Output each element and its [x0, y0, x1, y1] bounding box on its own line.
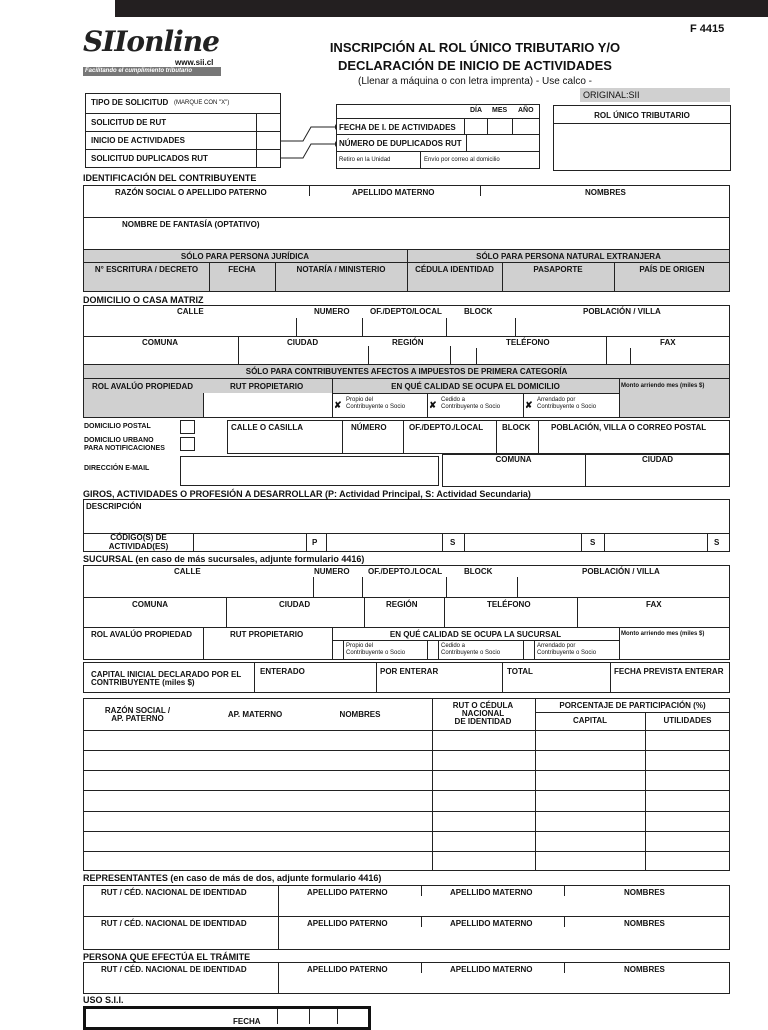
postal-calle-label: CALLE O CASILLA [231, 423, 303, 432]
socios-rut-l1: RUT O CÉDULA [452, 701, 514, 710]
dom-ofdepto-label: OF./DEPTO/LOCAL [370, 307, 442, 316]
socios-nombres-label: NOMBRES [339, 710, 381, 719]
suc-poblacion-label: POBLACIÓN / VILLA [582, 567, 660, 576]
solicitud-item-inicio: INICIO DE ACTIVIDADES [91, 136, 185, 145]
checkbox-rut[interactable] [257, 114, 280, 131]
dom-comuna-label: COMUNA [142, 338, 178, 347]
suc-region-label: REGIÓN [386, 600, 418, 609]
rep1-ap-materno-label: APELLIDO MATERNO [450, 888, 533, 897]
sii-logo [83, 25, 223, 77]
utilidades-col-label: UTILIDADES [663, 716, 712, 725]
table-row [83, 831, 730, 832]
dom-propio-l1: Propio del [346, 397, 374, 403]
rep2-ap-materno-label: APELLIDO MATERNO [450, 919, 533, 928]
s-label-1: S [450, 538, 456, 547]
giros-title: GIROS, ACTIVIDADES O PROFESIÓN A DESARROLLAR (P: Actividad Principal, S: Actividad Secundaria) [83, 489, 531, 499]
rep2-ap-paterno-label: APELLIDO PATERNO [307, 919, 388, 928]
suc-ciudad-label: CIUDAD [279, 600, 311, 609]
total-label: TOTAL [507, 667, 533, 676]
suc-fax-label: FAX [646, 600, 662, 609]
notaria-label: NOTARÍA / MINISTERIO [296, 265, 386, 274]
representantes-title: REPRESENTANTES (en caso de más de dos, adjunte formulario 4416) [83, 873, 382, 883]
socios-razon-l1: RAZÓN SOCIAL / [104, 706, 171, 715]
top-bar [115, 0, 768, 17]
rep1-nombres-label: NOMBRES [624, 888, 665, 897]
cedula-label: CÉDULA IDENTIDAD [415, 265, 494, 274]
email-label: DIRECCIÓN E-MAIL [84, 465, 150, 472]
postal-ofdepto-label: OF./DEPTO./LOCAL [409, 423, 484, 432]
dom-calle-label: CALLE [177, 307, 204, 316]
dom-poblacion-label: POBLACIÓN / VILLA [583, 307, 661, 316]
check-icon[interactable]: ✘ [429, 400, 437, 410]
suc-numero-label: NUMERO [314, 567, 350, 576]
tramite-ap-materno-label: APELLIDO MATERNO [450, 965, 533, 974]
suc-telefono-label: TELÉFONO [487, 600, 531, 609]
envio-label: Envío por correo al domicilio [424, 157, 500, 163]
title-line1: INSCRIPCIÓN AL ROL ÚNICO TRIBUTARIO Y/O [329, 40, 621, 55]
table-row [83, 811, 730, 812]
socios-ap-materno-label: AP. MATERNO [227, 710, 283, 719]
postal-label: DOMICILIO POSTAL [84, 423, 151, 430]
suc-arrendado-l2: Contribuyente o Socio [537, 650, 597, 656]
sucursal-box[interactable] [83, 565, 730, 660]
pasaporte-label: PASAPORTE [533, 265, 583, 274]
dom-ciudad-label: CIUDAD [287, 338, 319, 347]
postal-poblacion-label: POBLACIÓN, VILLA O CORREO POSTAL [551, 423, 707, 432]
dom-cedido-l2: Contribuyente o Socio [441, 404, 501, 410]
email-input[interactable] [180, 456, 439, 486]
solicitud-header: TIPO DE SOLICITUD [91, 98, 169, 107]
dom-monto-label: Monto arriendo mes (miles $) [621, 383, 705, 389]
escritura-label: N° ESCRITURA / DECRETO [94, 265, 199, 274]
check-icon[interactable]: ✘ [334, 400, 342, 410]
original-label: ORIGINAL:SII [583, 90, 640, 100]
uso-sii-box [83, 1006, 371, 1030]
suc-rol-avaluo-label: ROL AVALÚO PROPIEDAD [91, 630, 193, 639]
capital-label-l1: CAPITAL INICIAL DECLARADO POR EL [91, 670, 242, 679]
check-icon[interactable]: ✘ [525, 400, 533, 410]
fecha-label: FECHA DE I. DE ACTIVIDADES [339, 123, 456, 132]
rut-box-label: ROL ÚNICO TRIBUTARIO [594, 111, 690, 120]
dom-telefono-label: TELÉFONO [506, 338, 550, 347]
apellido-materno-label: APELLIDO MATERNO [352, 188, 435, 197]
tramite-nombres-label: NOMBRES [624, 965, 665, 974]
razon-social-label: RAZÓN SOCIAL O APELLIDO PATERNO [115, 188, 267, 197]
duplicados-label: NÚMERO DE DUPLICADOS RUT [339, 139, 462, 148]
tramite-title: PERSONA QUE EFECTÚA EL TRÁMITE [83, 952, 251, 962]
postal-comuna-label: COMUNA [495, 455, 532, 464]
primera-categoria-label: SÓLO PARA CONTRIBUYENTES AFECTOS A IMPUESTOS DE PRIMERA CATEGORÍA [245, 367, 568, 376]
table-row [83, 790, 730, 791]
p-label: P [312, 538, 318, 547]
uso-sii-title: USO S.I.I. [83, 995, 124, 1005]
suc-block-label: BLOCK [464, 567, 493, 576]
postal-checkbox[interactable] [180, 420, 195, 434]
dom-calidad-label: EN QUÉ CALIDAD SE OCUPA EL DOMICILIO [391, 382, 560, 391]
sucursal-title: SUCURSAL (en caso de más sucursales, adjunte formulario 4416) [83, 554, 365, 564]
suc-cedido-l1: Cedido a [441, 643, 466, 649]
urbano-label-l1: DOMICILIO URBANO [84, 437, 154, 444]
suc-calidad-label: EN QUÉ CALIDAD SE OCUPA LA SUCURSAL [389, 630, 562, 639]
solicitud-note: (MARQUE CON "X") [174, 100, 230, 106]
suc-ofdepto-label: OF./DEPTO./LOCAL [368, 567, 443, 576]
table-row [83, 730, 730, 731]
dom-arrendado-l1: Arrendado por [537, 397, 576, 403]
col-ano: AÑO [518, 107, 534, 114]
enterado-label: ENTERADO [260, 667, 305, 676]
codigos-label-l2: ACTIVIDAD(ES) [108, 542, 169, 551]
retiro-label: Retiro en la Unidad [339, 157, 391, 163]
por-enterar-label: POR ENTERAR [380, 667, 439, 676]
urbano-checkbox[interactable] [180, 437, 195, 451]
title-line2: DECLARACIÓN DE INICIO DE ACTIVIDADES [338, 58, 612, 73]
uso-sii-fecha-label: FECHA [233, 1017, 261, 1026]
table-row [83, 750, 730, 751]
rep1-ap-paterno-label: APELLIDO PATERNO [307, 888, 388, 897]
solicitud-item-duplicados: SOLICITUD DUPLICADOS RUT [91, 154, 208, 163]
suc-propio-l2: Contribuyente o Socio [346, 650, 406, 656]
dom-cedido-l1: Cedido a [441, 397, 466, 403]
logo-tagline: Facilitando el cumplimiento tributario [83, 67, 221, 76]
suc-calle-label: CALLE [174, 567, 201, 576]
pais-label: PAÍS DE ORIGEN [639, 265, 705, 274]
suc-comuna-label: COMUNA [132, 600, 168, 609]
logo-brand: SIIonline [83, 25, 219, 58]
rep2-nombres-label: NOMBRES [624, 919, 665, 928]
col-mes: MES [492, 107, 508, 114]
domicilio-title: DOMICILIO O CASA MATRIZ [83, 295, 204, 305]
suc-arrendado-l1: Arrendado por [537, 643, 576, 649]
dom-rol-avaluo-label: ROL AVALÚO PROPIEDAD [92, 382, 194, 391]
postal-block-label: BLOCK [502, 423, 531, 432]
arrows [281, 120, 337, 160]
codigos-label-l1: CÓDIGO(S) DE [110, 533, 167, 542]
tramite-rut-label: RUT / CÉD. NACIONAL DE IDENTIDAD [101, 965, 247, 974]
dom-fax-label: FAX [660, 338, 676, 347]
suc-monto-label: Monto arriendo mes (miles $) [621, 631, 705, 637]
subtitle: (Llenar a máquina o con letra imprenta) - Use calco - [358, 76, 592, 87]
solicitud-item-rut: SOLICITUD DE RUT [91, 118, 167, 127]
dom-region-label: REGIÓN [392, 338, 424, 347]
fecha-prevista-label: FECHA PREVISTA ENTERAR [614, 667, 724, 676]
dom-propio-l2: Contribuyente o Socio [346, 404, 406, 410]
form-code: F 4415 [690, 23, 725, 35]
nombres-label: NOMBRES [585, 188, 626, 197]
tramite-ap-paterno-label: APELLIDO PATERNO [307, 965, 388, 974]
table-row [83, 851, 730, 852]
table-row [83, 770, 730, 771]
dom-rut-propietario-label: RUT PROPIETARIO [230, 382, 304, 391]
dom-numero-label: NUMERO [314, 307, 350, 316]
extranjera-label: SÓLO PARA PERSONA NATURAL EXTRANJERA [476, 252, 661, 261]
dom-block-label: BLOCK [464, 307, 493, 316]
rep2-rut-label: RUT / CÉD. NACIONAL DE IDENTIDAD [101, 919, 247, 928]
s-label-3: S [714, 538, 720, 547]
checkbox-inicio[interactable] [257, 132, 280, 149]
s-label-2: S [590, 538, 596, 547]
socios-rut-l3: DE IDENTIDAD [454, 717, 512, 726]
identificacion-title: IDENTIFICACIÓN DEL CONTRIBUYENTE [83, 173, 257, 183]
suc-rut-propietario-label: RUT PROPIETARIO [230, 630, 304, 639]
juridica-label: SÓLO PARA PERSONA JURÍDICA [180, 252, 310, 261]
logo-url: www.sii.cl [175, 58, 214, 67]
rep1-rut-label: RUT / CÉD. NACIONAL DE IDENTIDAD [101, 888, 247, 897]
capital-col-label: CAPITAL [572, 716, 608, 725]
descripcion-label: DESCRIPCIÓN [86, 502, 142, 511]
dom-arrendado-l2: Contribuyente o Socio [537, 404, 597, 410]
postal-ciudad-label: CIUDAD [641, 455, 674, 464]
socios-rut-l2: NACIONAL [461, 709, 505, 718]
porcentaje-label: PORCENTAJE DE PARTICIPACIÓN (%) [559, 701, 706, 710]
capital-label-l2: CONTRIBUYENTE (miles $) [91, 678, 195, 687]
col-dia: DÍA [470, 107, 483, 114]
suc-cedido-l2: Contribuyente o Socio [441, 650, 501, 656]
fantasia-label: NOMBRE DE FANTASÍA (OPTATIVO) [122, 220, 260, 229]
fecha-juridica-label: FECHA [228, 265, 256, 274]
suc-propio-l1: Propio del [346, 643, 374, 649]
socios-razon-l2: AP. PATERNO [111, 714, 164, 723]
checkbox-duplicados[interactable] [257, 150, 280, 167]
urbano-label-l2: PARA NOTIFICACIONES [84, 445, 165, 452]
postal-numero-label: NÚMERO [351, 423, 387, 432]
